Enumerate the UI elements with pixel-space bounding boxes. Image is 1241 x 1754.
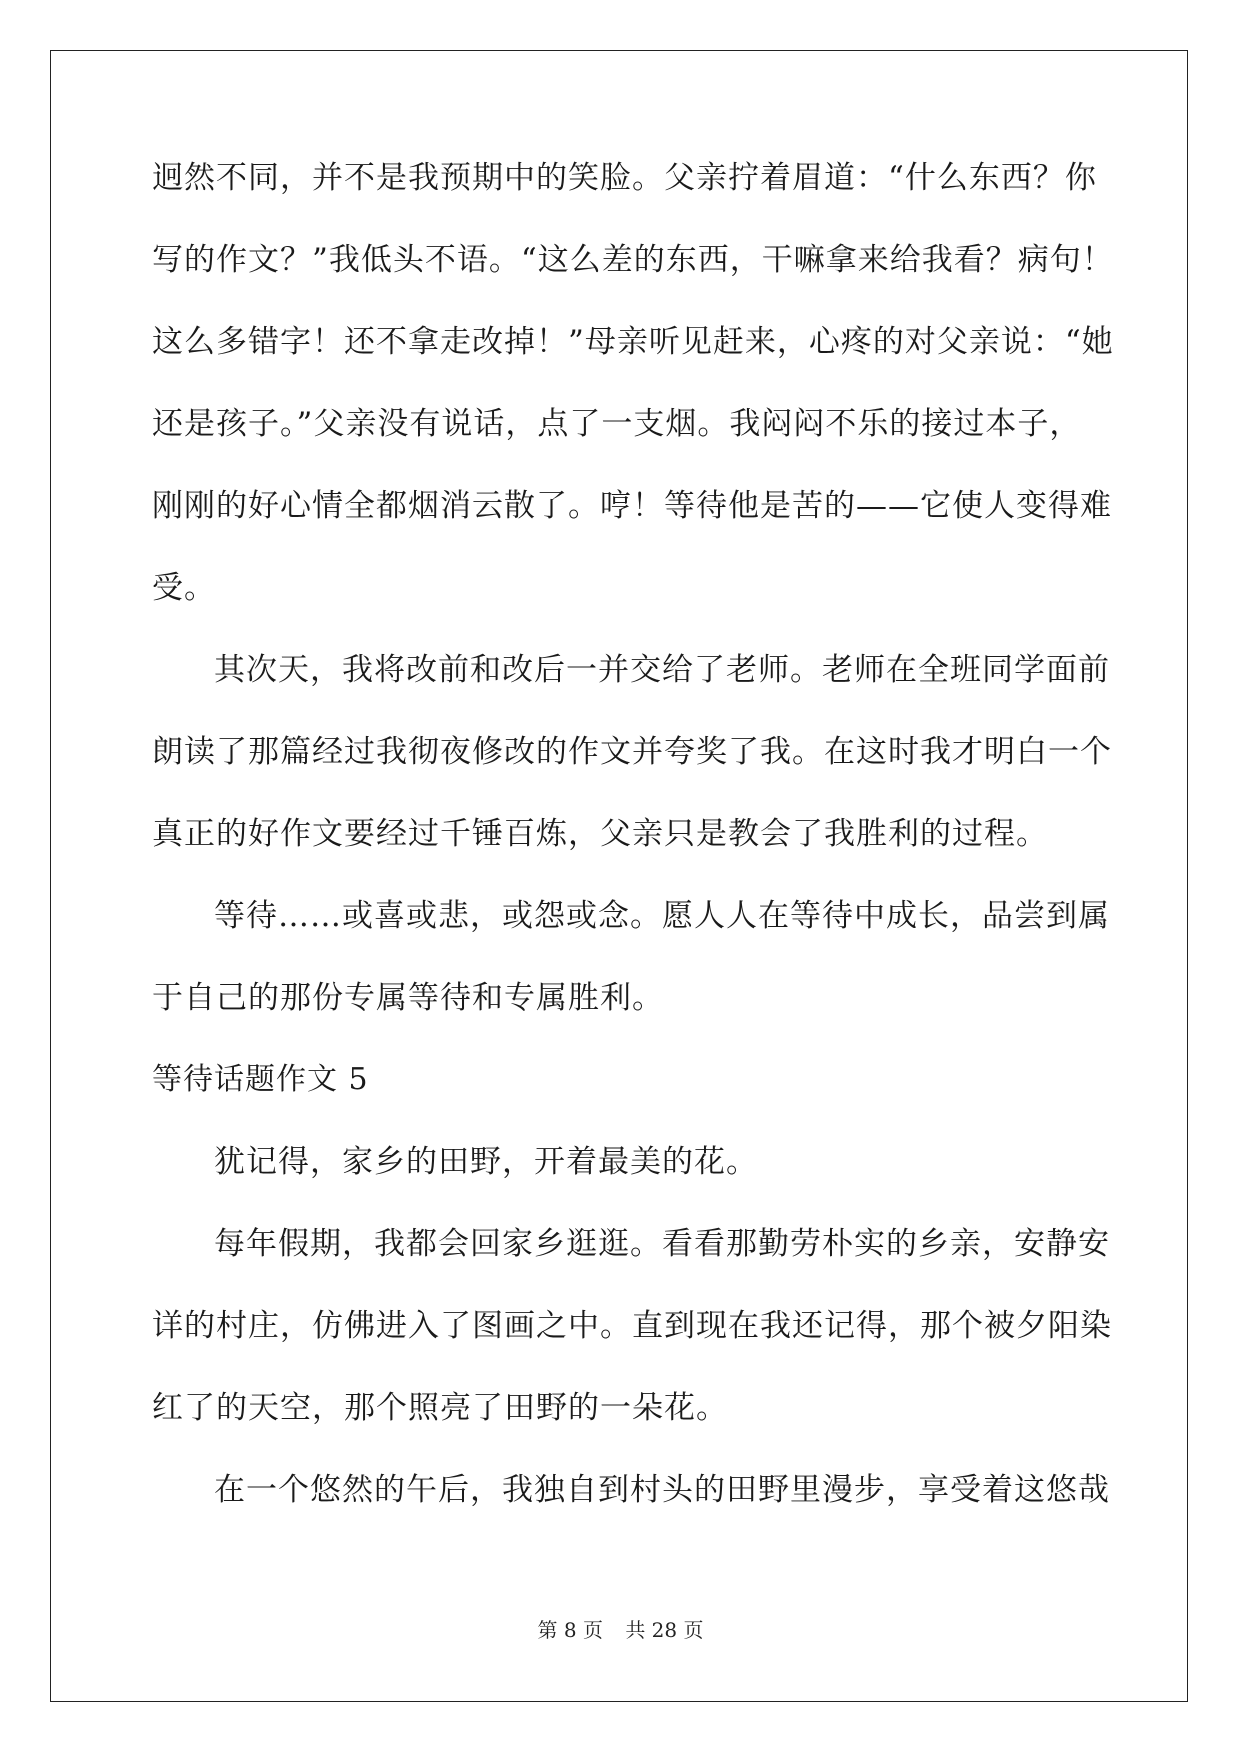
- paragraph-line: 等待……或喜或悲，或怨或念。愿人人在等待中成长，品尝到属: [214, 898, 1110, 934]
- paragraph-line: 其次天，我将改前和改后一并交给了老师。老师在全班同学面前: [214, 652, 1110, 688]
- page-number-current: 第 8 页: [537, 1618, 603, 1642]
- paragraph-line: 真正的好作文要经过千锤百炼，父亲只是教会了我胜利的过程。: [152, 816, 1048, 852]
- paragraph-line: 还是孩子。”父亲没有说话，点了一支烟。我闷闷不乐的接过本子，: [152, 406, 1082, 442]
- paragraph-line: 这么多错字！还不拿走改掉！”母亲听见赶来，心疼的对父亲说：“她: [152, 324, 1114, 360]
- paragraph-line: 受。: [152, 570, 216, 606]
- paragraph-line: 红了的天空，那个照亮了田野的一朵花。: [152, 1390, 728, 1426]
- section-heading: 等待话题作文 5: [152, 1062, 369, 1097]
- page-footer: [0, 1614, 1241, 1643]
- paragraph-line: 于自己的那份专属等待和专属胜利。: [152, 980, 664, 1016]
- paragraph-line: 刚刚的好心情全都烟消云散了。哼！等待他是苦的——它使人变得难: [152, 488, 1112, 524]
- paragraph-line: 写的作文？”我低头不语。“这么差的东西，干嘛拿来给我看？病句！: [152, 242, 1114, 278]
- paragraph-line: 每年假期，我都会回家乡逛逛。看看那勤劳朴实的乡亲，安静安: [214, 1226, 1110, 1262]
- paragraph-line: 详的村庄，仿佛进入了图画之中。直到现在我还记得，那个被夕阳染: [152, 1308, 1112, 1344]
- paragraph-line: 迥然不同，并不是我预期中的笑脸。父亲拧着眉道：“什么东西？你: [152, 160, 1097, 196]
- paragraph-line: 朗读了那篇经过我彻夜修改的作文并夸奖了我。在这时我才明白一个: [152, 734, 1112, 770]
- paragraph-line: 在一个悠然的午后，我独自到村头的田野里漫步，享受着这悠哉: [214, 1472, 1110, 1508]
- paragraph-line: 犹记得，家乡的田野，开着最美的花。: [214, 1144, 758, 1180]
- document-body: [152, 160, 1114, 1554]
- page-number-total: 共 28 页: [625, 1618, 704, 1642]
